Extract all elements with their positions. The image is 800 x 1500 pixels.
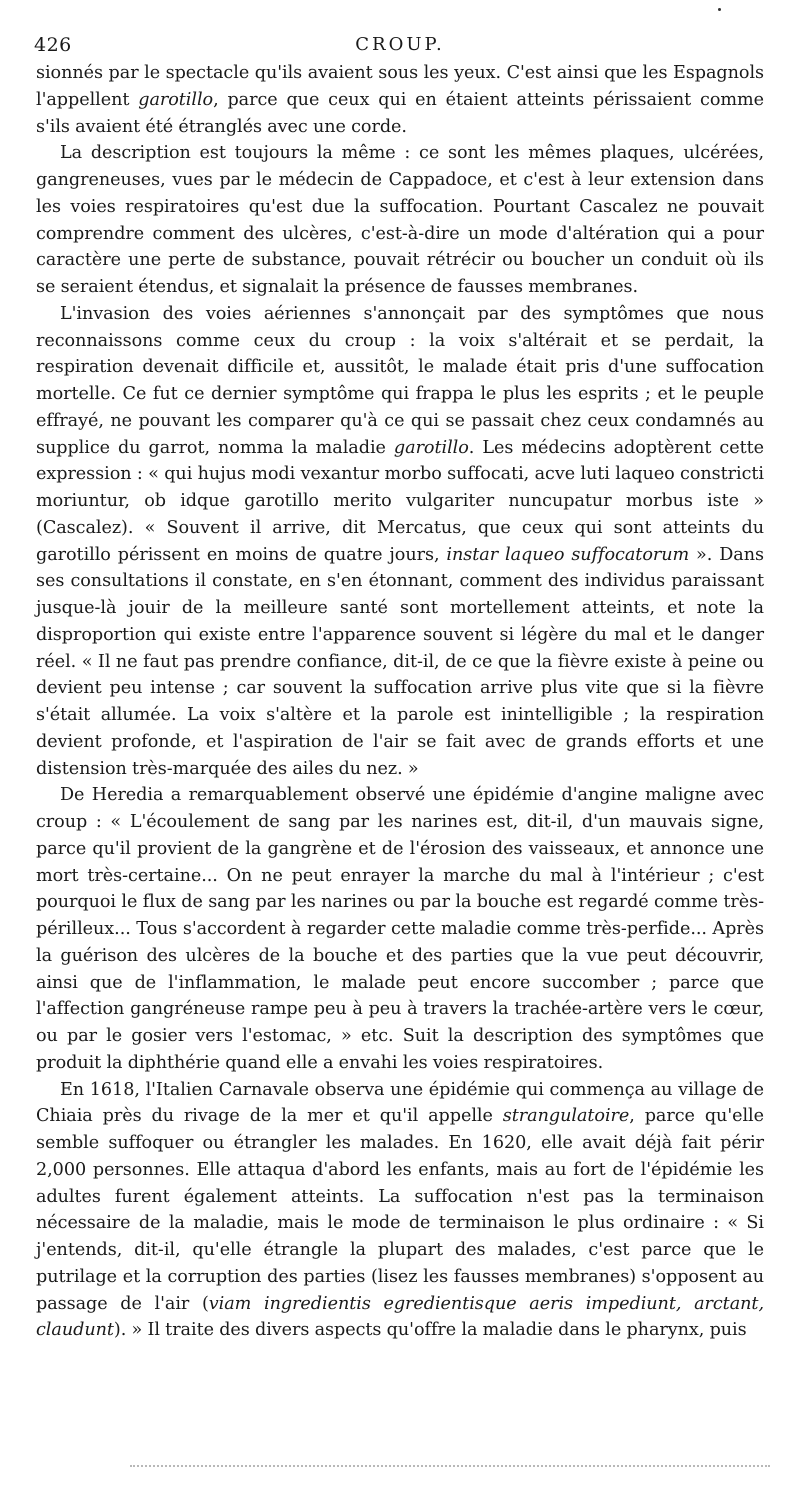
text-run: L'invasion des voies aériennes s'annonçait par des symptômes que nous reconnaissons comme ceux du croup : la voix s'altérait et se perdait, la respiration devenait difficile et, aussitôt, le malade était pris d'une suffocation mortelle. Ce fut ce dernier symptôme qui frappa le plus les esprits ; et le peuple effrayé, ne pouvant les comparer qu'à ce qui se passait chez ceux condamnés au supplice du garrot, nomma la maladie [36,303,764,458]
text-run: En 1618, l'Italien Carnavale observa une épidémie qui commença au village de Chiaia près du rivage de la mer et qu'il appelle [36,1079,764,1127]
page-header [34,34,766,58]
italic-term: garotillo [393,437,469,458]
running-head: CROUP. [355,34,445,55]
page-number: 426 [34,34,72,56]
text-run: De Heredia a remarquablement observé une épidémie d'angine maligne avec croup : « L'écoulement de sang par les narines est, dit-il, d'un mauvais signe, parce qu'il provient de la gangrène et de l'érosion des vaisseaux, et annonce une mort très-certaine... On ne peut enrayer la marche du mal à l'intérieur ; c'est pourquoi le flux de sang par les narines ou par la bouche est regardé comme très-périlleux... Tous s'accordent à regarder cette maladie comme très-perfide... Après la guérison des ulcères de la bouche et des parties que la vue peut découvrir, ainsi que de l'inflammation, le malade peut encore succomber ; parce que l'affection gangréneuse rampe peu à peu à travers la trachée-artère vers le cœur, ou par le gosier vers l'estomac, » etc. Suit la description des symptômes que produit la diphthérie quand elle a envahi les voies respiratoires. [36,785,764,1073]
italic-term: instar laqueo suffocatorum [446,544,690,565]
text-run: sionnés par le spectacle qu'ils avaient sous les yeux. C'est ainsi que les Espagnols l'appellent [36,63,764,110]
text-run: , parce qu'elle semble suffoquer ou étrangler les malades. En 1620, elle avait déjà fait périr 2,000 personnes. Elle attaqua d'abord les enfants, mais au fort de l'épidémie les adultes furent également atteints. La suffocation n'est pas la terminaison nécessaire de la maladie, mais le mode de terminaison le plus ordinaire : « Si j'entends, dit-il, qu'elle étrangle la plupart des malades, c'est parce que le putrilage et la corruption des parties (lisez les fausses membranes) s'opposent au passage de l'air ( [36,1106,764,1314]
bottom-bleed-through-line [130,1465,770,1467]
paragraph-5 [36,1077,764,1345]
text-run: , parce que ceux qui en étaient atteints périssaient comme s'ils avaient été étranglés avec une corde. [36,89,764,137]
paragraph-2 [36,140,764,301]
text-run: . Les médecins adoptèrent cette expression : « qui hujus modi vexantur morbo suffocati, acve luti laqueo constricti moriuntur, ob idque garotillo merito vulgariter nuncupatur morbus iste » (Cascalez). « Souvent il arrive, dit Mercatus, que ceux qui sont atteints du garotillo périssent en moins de quatre jours, [36,437,764,565]
text-run: ). » Il traite des divers aspects qu'offre la maladie dans le pharynx, puis [113,1320,747,1341]
paragraph-1 [36,60,764,140]
italic-term: garotillo [138,89,214,110]
text-run: ». Dans ses consultations il constate, en s'en étonnant, comment des individus paraissant jusque-là jouir de la meilleure santé sont mortellement atteints, et note la disproportion qui existe entre l'apparence souvent si légère du mal et le danger réel. « Il ne faut pas prendre confiance, dit-il, de ce que la fièvre existe à peine ou devient peu intense ; car souvent la suffocation arrive plus vite que si la fièvre s'était allumée. La voix s'altère et la parole est inintelligible ; la respiration devient profonde, et l'aspiration de l'air se fait avec de grands efforts et une distension très-marquée des ailes du nez. » [36,544,764,779]
italic-term: strangulatoire [502,1106,630,1127]
paragraph-4 [36,782,764,1076]
speck-mark [718,8,721,11]
paragraph-3 [36,301,764,783]
text-run: La description est toujours la même : ce sont les mêmes plaques, ulcérées, gangreneuses, vues par le médecin de Cappadoce, et c'est à leur extension dans les voies respiratoires qu'est due la suffocation. Pourtant Cascalez ne pouvait comprendre comment des ulcères, c'est-à-dire un mode d'altération qui a pour caractère une perte de substance, pouvait rétrécir ou boucher un conduit où ils se seraient étendus, et signalait la présence de fausses membranes. [36,143,764,297]
italic-term: viam ingredientis egredientisque aeris impediunt, arctant, claudunt [36,1293,764,1341]
body-text [36,60,764,1344]
